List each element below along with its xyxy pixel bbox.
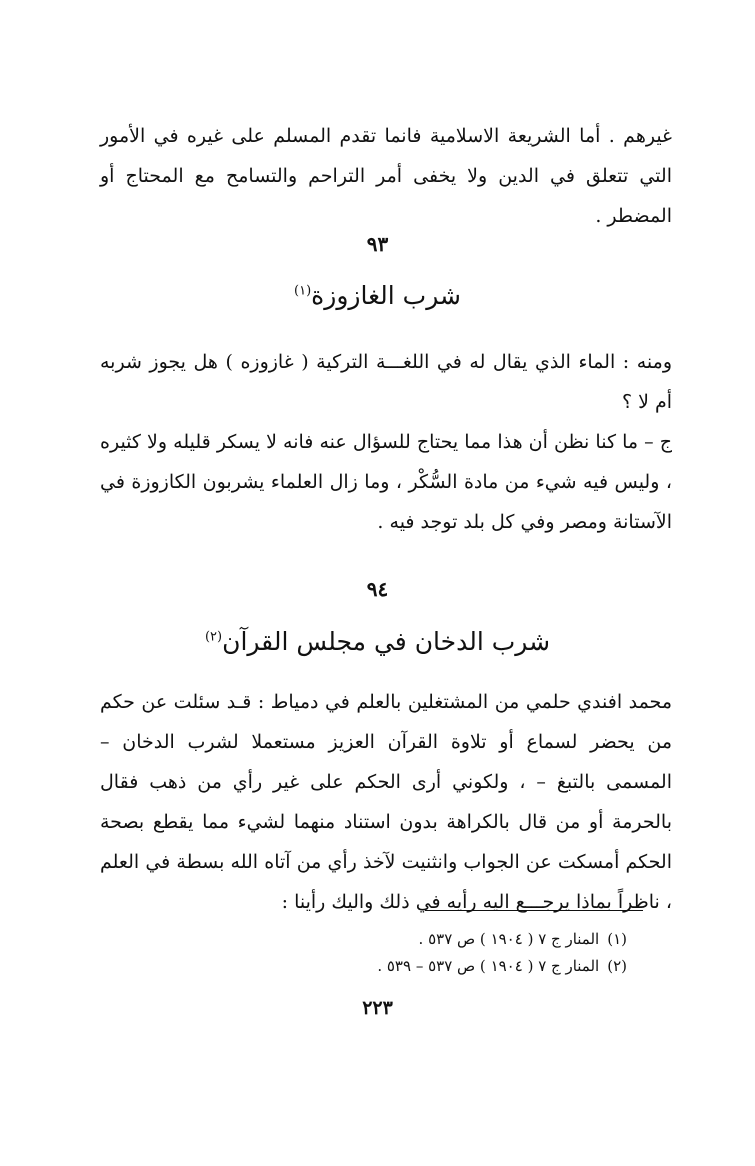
section-93-footnote-ref: (١) [294,283,312,299]
section-94-number: ٩٤ [366,577,389,601]
intro-paragraph: غيرهم . أما الشريعة الاسلامية فانما تقدم المسلم على غيره في الأمور التي تتعلق في الدين ولا يخفى أمر التراحم والتسامح مع المحتاج أو المضطر . [100,125,672,227]
footnote-1 [419,928,627,950]
footnote-2-mark: (٢) [607,957,627,975]
footnote-1-text: المنار ج ٧ ( ١٩٠٤ ) ص ٥٣٧ . [418,930,600,948]
footnote-2 [377,955,627,977]
section-94-question: محمد افندي حلمي من المشتغلين بالعلم في دمياط : قـد سئلت عن حكم من يحضر لسماع أو تلاوة القرآن العزيز مستعملا لشرب الدخان – المسمى بالتبغ – ، ولكوني أرى الحكم على غير رأي من ذهب فقال بالحرمة أو من قال بالكراهة بدون استناد منهما لشيء مما يقطع بصحة الحكم أمسكت عن الجواب وانثنيت لآخذ رأي من آتاه الله بسطة في العلم ، ناظراً بماذا يرجـــع اليه رأيه في ذلك واليك رأينا : [100,691,672,913]
section-93-heading [0,281,755,310]
section-93-answer: ج – ما كنا نظن أن هذا مما يحتاج للسؤال عنه فانه لا يسكر قليله ولا كثيره ، وليس فيه شيء من مادة السُّكْر ، وما زال العلماء يشربون الكازوزة في الآستانة ومصر وفي كل بلد توجد فيه . [100,431,672,533]
footnote-2-text: المنار ج ٧ ( ١٩٠٤ ) ص ٥٣٧ – ٥٣٩ . [377,957,600,975]
footnote-divider [425,910,643,911]
section-94-title: شرب الدخان في مجلس القرآن [222,627,551,656]
section-93-question: ومنه : الماء الذي يقال له في اللغـــة التركية ( غازوزه ) هل يجوز شربه أم لا ؟ [100,351,672,413]
footnote-1-mark: (١) [607,930,627,948]
section-93-title: شرب الغازوزة [311,281,461,310]
section-93-number: ٩٣ [366,232,389,256]
page-number: ٢٢٣ [362,997,393,1019]
section-94-heading [0,627,755,656]
section-94-footnote-ref: (٢) [204,629,223,645]
